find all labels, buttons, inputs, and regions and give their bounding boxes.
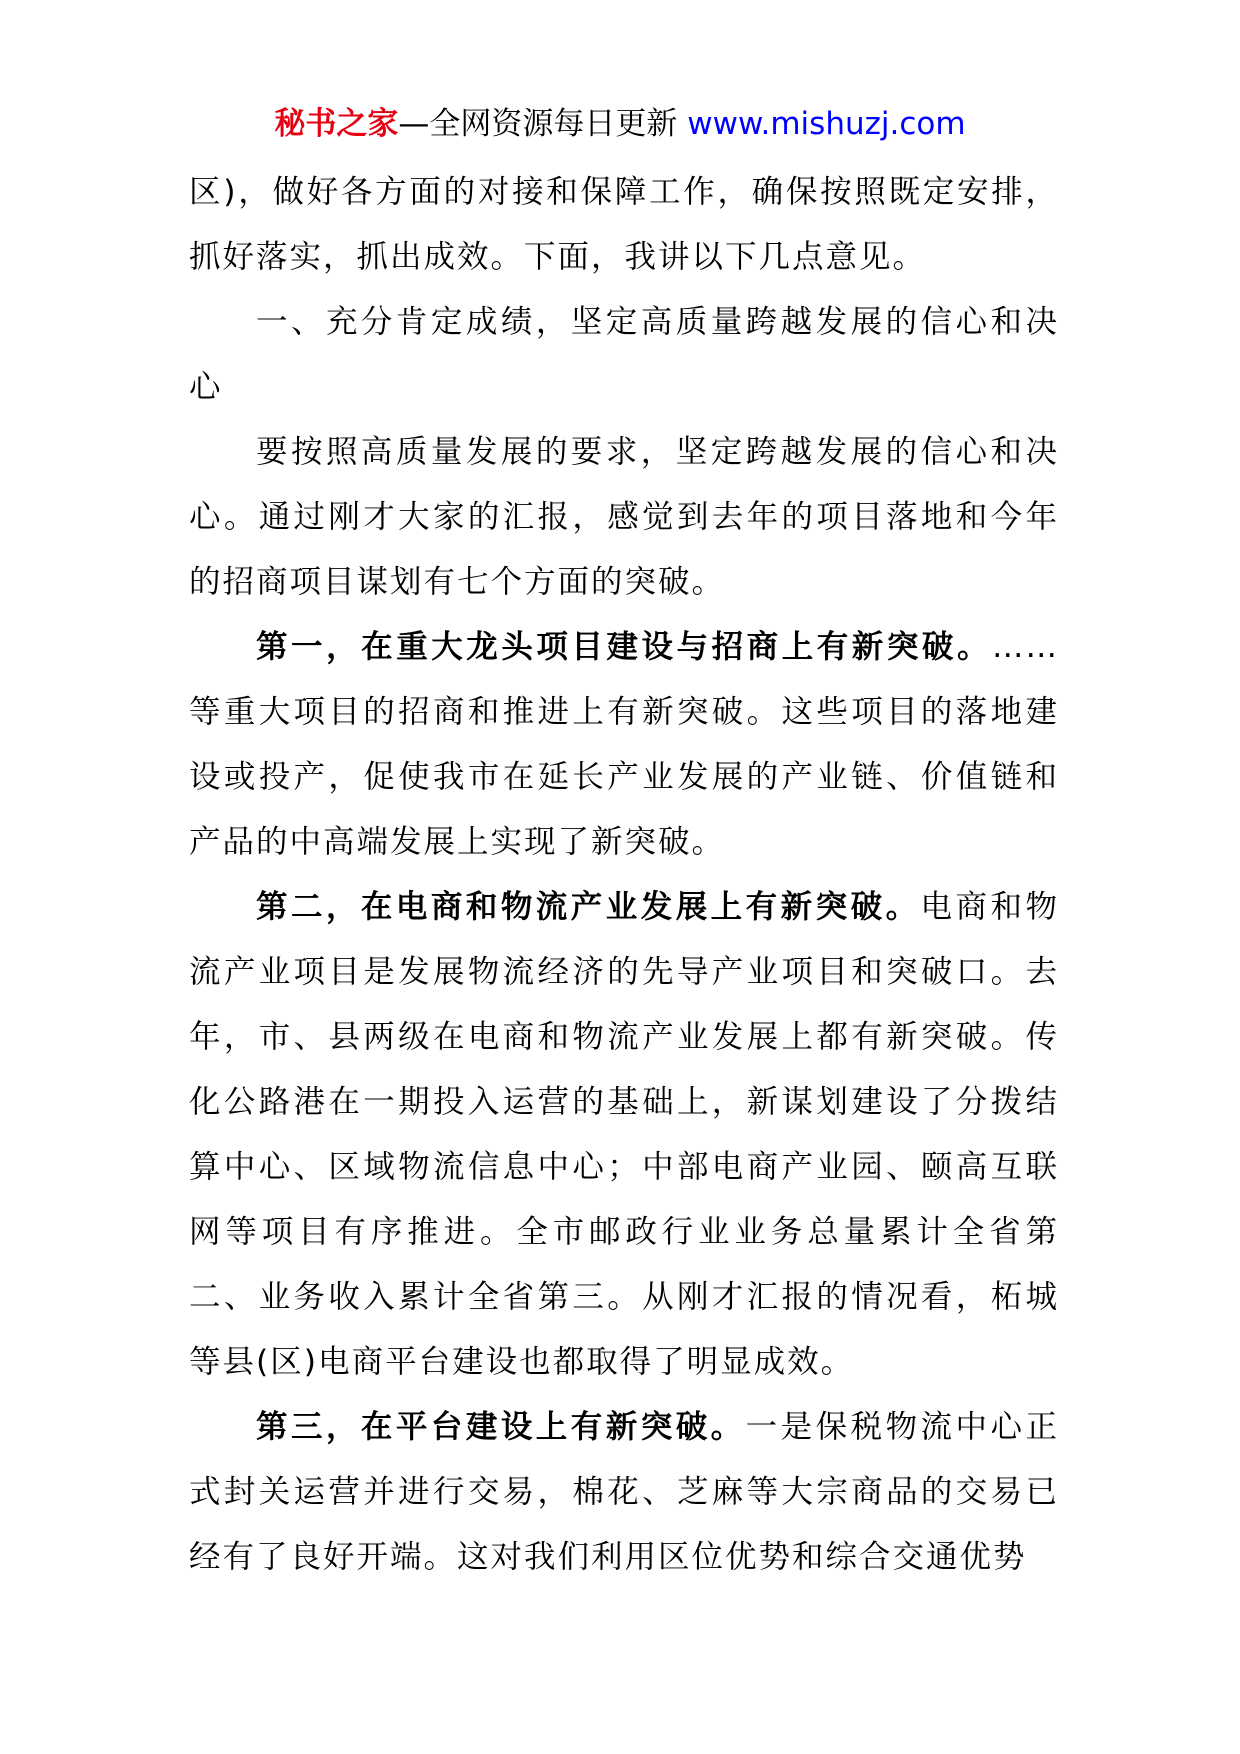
paragraph-first-point — [189, 615, 1059, 875]
document-body — [189, 160, 1059, 1590]
site-url[interactable]: www.mishuzj.com — [687, 106, 966, 142]
site-header — [0, 103, 1240, 145]
paragraph-intro: 要按照高质量发展的要求，坚定跨越发展的信心和决心。通过刚才大家的汇报，感觉到去年的项目落地和今年的招商项目谋划有七个方面的突破。 — [189, 434, 1059, 600]
section-heading: 一、充分肯定成绩，坚定高质量跨越发展的信心和决心 — [189, 304, 1059, 405]
brand-name: 秘书之家 — [274, 106, 399, 142]
point-text: 电商和物流产业项目是发展物流经济的先导产业项目和突破口。去年，市、县两级在电商和物流产业发展上都有新突破。传化公路港在一期投入运营的基础上，新谋划建设了分拨结算中心、区域物流信息中心；中部电商产业园、颐高互联网等项目有序推进。全市邮政行业业务总量累计全省第二、业务收入累计全省第三。从刚才汇报的情况看，柘城等县(区)电商平台建设也都取得了明显成效。 — [189, 889, 1059, 1380]
header-slogan: —全网资源每日更新 — [398, 106, 678, 142]
point-heading: 第一，在重大龙头项目建设与招商上有新突破。 — [256, 629, 992, 665]
paragraph-second-point — [189, 875, 1059, 1395]
point-heading: 第二，在电商和物流产业发展上有新突破。 — [256, 889, 921, 925]
paragraph-third-point — [189, 1395, 1059, 1590]
point-text: 一是保税物流中心正式封关运营并进行交易，棉花、芝麻等大宗商品的交易已经有了良好开端。这对我们利用区位优势和综合交通优势 — [189, 1409, 1059, 1575]
point-heading: 第三，在平台建设上有新突破。 — [256, 1409, 746, 1445]
paragraph-continuation: 区)，做好各方面的对接和保障工作，确保按照既定安排，抓好落实，抓出成效。下面，我讲以下几点意见。 — [189, 174, 1059, 275]
point-text: ……等重大项目的招商和推进上有新突破。这些项目的落地建设或投产，促使我市在延长产业发展的产业链、价值链和产品的中高端发展上实现了新突破。 — [189, 629, 1059, 860]
